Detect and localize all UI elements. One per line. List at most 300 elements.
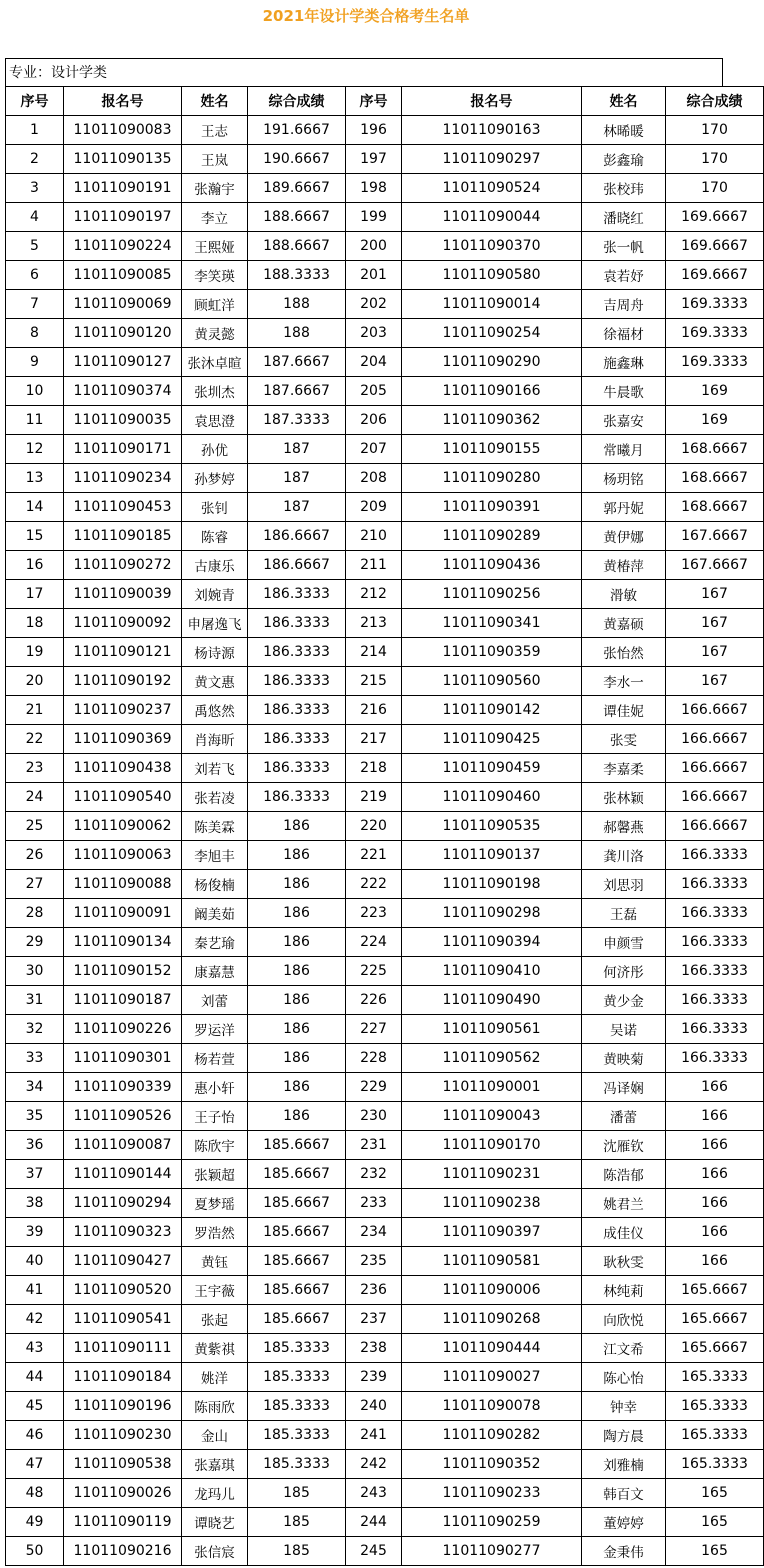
candidate-name-cell: 刘思羽 [582, 870, 666, 899]
candidate-name-cell: 潘蕾 [582, 1102, 666, 1131]
composite-score-cell: 166.6667 [666, 696, 764, 725]
composite-score-cell: 191.6667 [248, 116, 346, 145]
serial-number-cell: 202 [346, 290, 402, 319]
header-cell: 序号 [346, 87, 402, 116]
composite-score-cell: 165.6667 [666, 1305, 764, 1334]
serial-number-cell: 45 [6, 1392, 64, 1421]
composite-score-cell: 168.6667 [666, 493, 764, 522]
registration-number-cell: 11011090535 [402, 812, 582, 841]
serial-number-cell: 203 [346, 319, 402, 348]
registration-number-cell: 11011090323 [64, 1218, 182, 1247]
table-row [6, 580, 764, 609]
table-row [6, 1160, 764, 1189]
candidate-name-cell: 袁思澄 [182, 406, 248, 435]
serial-number-cell: 18 [6, 609, 64, 638]
registration-number-cell: 11011090297 [402, 145, 582, 174]
serial-number-cell: 38 [6, 1189, 64, 1218]
candidate-name-cell: 张钊 [182, 493, 248, 522]
header-cell: 姓名 [182, 87, 248, 116]
composite-score-cell: 185 [248, 1508, 346, 1537]
registration-number-cell: 11011090538 [64, 1450, 182, 1479]
registration-number-cell: 11011090581 [402, 1247, 582, 1276]
table-row [6, 232, 764, 261]
serial-number-cell: 5 [6, 232, 64, 261]
composite-score-cell: 187 [248, 493, 346, 522]
candidate-name-cell: 滑敏 [582, 580, 666, 609]
candidate-name-cell: 杨诗源 [182, 638, 248, 667]
composite-score-cell: 185.3333 [248, 1392, 346, 1421]
serial-number-cell: 48 [6, 1479, 64, 1508]
composite-score-cell: 166 [666, 1131, 764, 1160]
serial-number-cell: 208 [346, 464, 402, 493]
header-cell: 姓名 [582, 87, 666, 116]
serial-number-cell: 22 [6, 725, 64, 754]
registration-number-cell: 11011090184 [64, 1363, 182, 1392]
candidate-name-cell: 黄紫祺 [182, 1334, 248, 1363]
serial-number-cell: 216 [346, 696, 402, 725]
table-row [6, 957, 764, 986]
table-row [6, 1450, 764, 1479]
serial-number-cell: 49 [6, 1508, 64, 1537]
composite-score-cell: 166.3333 [666, 957, 764, 986]
candidate-name-cell: 吉周舟 [582, 290, 666, 319]
candidate-name-cell: 申屠逸飞 [182, 609, 248, 638]
serial-number-cell: 210 [346, 522, 402, 551]
composite-score-cell: 165.3333 [666, 1392, 764, 1421]
composite-score-cell: 188.3333 [248, 261, 346, 290]
serial-number-cell: 7 [6, 290, 64, 319]
candidate-name-cell: 申颜雪 [582, 928, 666, 957]
registration-number-cell: 11011090226 [64, 1015, 182, 1044]
serial-number-cell: 33 [6, 1044, 64, 1073]
header-cell: 报名号 [64, 87, 182, 116]
serial-number-cell: 44 [6, 1363, 64, 1392]
registration-number-cell: 11011090026 [64, 1479, 182, 1508]
composite-score-cell: 186.3333 [248, 783, 346, 812]
candidate-name-cell: 陈浩郁 [582, 1160, 666, 1189]
candidate-name-cell: 李旭丰 [182, 841, 248, 870]
composite-score-cell: 186.3333 [248, 580, 346, 609]
candidate-name-cell: 林纯莉 [582, 1276, 666, 1305]
composite-score-cell: 188.6667 [248, 232, 346, 261]
candidate-name-cell: 黄伊娜 [582, 522, 666, 551]
registration-number-cell: 11011090444 [402, 1334, 582, 1363]
registration-number-cell: 11011090427 [64, 1247, 182, 1276]
serial-number-cell: 217 [346, 725, 402, 754]
major-label: 专业：设计学类 [5, 58, 723, 86]
composite-score-cell: 165.3333 [666, 1450, 764, 1479]
candidate-name-cell: 龚川洛 [582, 841, 666, 870]
registration-number-cell: 11011090088 [64, 870, 182, 899]
serial-number-cell: 212 [346, 580, 402, 609]
candidate-name-cell: 施鑫琳 [582, 348, 666, 377]
registration-number-cell: 11011090453 [64, 493, 182, 522]
composite-score-cell: 170 [666, 116, 764, 145]
serial-number-cell: 23 [6, 754, 64, 783]
serial-number-cell: 4 [6, 203, 64, 232]
registration-number-cell: 11011090163 [402, 116, 582, 145]
composite-score-cell: 167.6667 [666, 522, 764, 551]
registration-number-cell: 11011090352 [402, 1450, 582, 1479]
candidate-name-cell: 吴诺 [582, 1015, 666, 1044]
table-row [6, 638, 764, 667]
serial-number-cell: 17 [6, 580, 64, 609]
serial-number-cell: 218 [346, 754, 402, 783]
table-row [6, 1189, 764, 1218]
table-row [6, 1102, 764, 1131]
composite-score-cell: 165.3333 [666, 1363, 764, 1392]
registration-number-cell: 11011090224 [64, 232, 182, 261]
registration-number-cell: 11011090035 [64, 406, 182, 435]
table-row [6, 1421, 764, 1450]
serial-number-cell: 10 [6, 377, 64, 406]
serial-number-cell: 31 [6, 986, 64, 1015]
serial-number-cell: 11 [6, 406, 64, 435]
registration-number-cell: 11011090580 [402, 261, 582, 290]
serial-number-cell: 243 [346, 1479, 402, 1508]
registration-number-cell: 11011090541 [64, 1305, 182, 1334]
table-body [6, 116, 764, 1566]
serial-number-cell: 234 [346, 1218, 402, 1247]
composite-score-cell: 187.6667 [248, 348, 346, 377]
candidate-name-cell: 何济彤 [582, 957, 666, 986]
serial-number-cell: 228 [346, 1044, 402, 1073]
candidate-name-cell: 罗运洋 [182, 1015, 248, 1044]
composite-score-cell: 186 [248, 899, 346, 928]
composite-score-cell: 166.6667 [666, 754, 764, 783]
registration-number-cell: 11011090135 [64, 145, 182, 174]
registration-number-cell: 11011090039 [64, 580, 182, 609]
serial-number-cell: 200 [346, 232, 402, 261]
registration-number-cell: 11011090560 [402, 667, 582, 696]
serial-number-cell: 214 [346, 638, 402, 667]
composite-score-cell: 166.3333 [666, 1044, 764, 1073]
registration-number-cell: 11011090231 [402, 1160, 582, 1189]
composite-score-cell: 186 [248, 841, 346, 870]
registration-number-cell: 11011090289 [402, 522, 582, 551]
candidate-name-cell: 黄钰 [182, 1247, 248, 1276]
registration-number-cell: 11011090561 [402, 1015, 582, 1044]
candidate-name-cell: 陈心怡 [582, 1363, 666, 1392]
registration-number-cell: 11011090339 [64, 1073, 182, 1102]
candidate-name-cell: 杨若萱 [182, 1044, 248, 1073]
registration-number-cell: 11011090520 [64, 1276, 182, 1305]
table-row [6, 1305, 764, 1334]
serial-number-cell: 35 [6, 1102, 64, 1131]
serial-number-cell: 220 [346, 812, 402, 841]
page-title: 2021年设计学类合格考生名单 [262, 7, 470, 25]
registration-number-cell: 11011090120 [64, 319, 182, 348]
composite-score-cell: 165.6667 [666, 1334, 764, 1363]
candidate-name-cell: 张瀚宇 [182, 174, 248, 203]
serial-number-cell: 28 [6, 899, 64, 928]
registration-number-cell: 11011090233 [402, 1479, 582, 1508]
serial-number-cell: 2 [6, 145, 64, 174]
candidate-name-cell: 冯译娴 [582, 1073, 666, 1102]
composite-score-cell: 165.6667 [666, 1276, 764, 1305]
registration-number-cell: 11011090301 [64, 1044, 182, 1073]
candidate-name-cell: 孙梦婷 [182, 464, 248, 493]
composite-score-cell: 166.3333 [666, 1015, 764, 1044]
candidate-name-cell: 陈美霖 [182, 812, 248, 841]
candidate-name-cell: 韩百文 [582, 1479, 666, 1508]
table-row [6, 1508, 764, 1537]
composite-score-cell: 186 [248, 870, 346, 899]
composite-score-cell: 188 [248, 319, 346, 348]
candidate-name-cell: 李立 [182, 203, 248, 232]
composite-score-cell: 169 [666, 406, 764, 435]
serial-number-cell: 227 [346, 1015, 402, 1044]
candidate-name-cell: 黄嘉硕 [582, 609, 666, 638]
registration-number-cell: 11011090540 [64, 783, 182, 812]
composite-score-cell: 185.6667 [248, 1305, 346, 1334]
registration-number-cell: 11011090155 [402, 435, 582, 464]
composite-score-cell: 166.3333 [666, 841, 764, 870]
candidate-name-cell: 徐福材 [582, 319, 666, 348]
serial-number-cell: 14 [6, 493, 64, 522]
composite-score-cell: 167 [666, 638, 764, 667]
candidate-name-cell: 罗浩然 [182, 1218, 248, 1247]
serial-number-cell: 47 [6, 1450, 64, 1479]
registration-number-cell: 11011090006 [402, 1276, 582, 1305]
serial-number-cell: 237 [346, 1305, 402, 1334]
composite-score-cell: 187 [248, 464, 346, 493]
candidate-name-cell: 张圳杰 [182, 377, 248, 406]
serial-number-cell: 26 [6, 841, 64, 870]
candidate-name-cell: 黄文惠 [182, 667, 248, 696]
table-row [6, 812, 764, 841]
candidate-name-cell: 张颖超 [182, 1160, 248, 1189]
serial-number-cell: 37 [6, 1160, 64, 1189]
serial-number-cell: 223 [346, 899, 402, 928]
candidate-name-cell: 张雯 [582, 725, 666, 754]
table-row [6, 899, 764, 928]
serial-number-cell: 39 [6, 1218, 64, 1247]
serial-number-cell: 204 [346, 348, 402, 377]
serial-number-cell: 238 [346, 1334, 402, 1363]
registration-number-cell: 11011090063 [64, 841, 182, 870]
table-row [6, 986, 764, 1015]
table-row [6, 1363, 764, 1392]
registration-number-cell: 11011090562 [402, 1044, 582, 1073]
registration-number-cell: 11011090062 [64, 812, 182, 841]
table-header-row [6, 87, 764, 116]
candidate-name-cell: 张沐卓暄 [182, 348, 248, 377]
serial-number-cell: 16 [6, 551, 64, 580]
registration-number-cell: 11011090526 [64, 1102, 182, 1131]
table-row [6, 464, 764, 493]
table-row [6, 783, 764, 812]
candidate-name-cell: 刘蕾 [182, 986, 248, 1015]
composite-score-cell: 185.6667 [248, 1131, 346, 1160]
registration-number-cell: 11011090001 [402, 1073, 582, 1102]
registration-number-cell: 11011090191 [64, 174, 182, 203]
composite-score-cell: 167 [666, 580, 764, 609]
serial-number-cell: 219 [346, 783, 402, 812]
registration-number-cell: 11011090459 [402, 754, 582, 783]
registration-number-cell: 11011090410 [402, 957, 582, 986]
registration-number-cell: 11011090192 [64, 667, 182, 696]
registration-number-cell: 11011090121 [64, 638, 182, 667]
composite-score-cell: 166 [666, 1160, 764, 1189]
candidate-name-cell: 张起 [182, 1305, 248, 1334]
candidate-name-cell: 张校玮 [582, 174, 666, 203]
registration-number-cell: 11011090127 [64, 348, 182, 377]
composite-score-cell: 169.6667 [666, 232, 764, 261]
candidate-name-cell: 耿秋雯 [582, 1247, 666, 1276]
candidate-name-cell: 杨俊楠 [182, 870, 248, 899]
registration-number-cell: 11011090087 [64, 1131, 182, 1160]
composite-score-cell: 186.3333 [248, 667, 346, 696]
composite-score-cell: 165.3333 [666, 1421, 764, 1450]
registration-number-cell: 11011090187 [64, 986, 182, 1015]
serial-number-cell: 27 [6, 870, 64, 899]
registration-number-cell: 11011090397 [402, 1218, 582, 1247]
candidate-name-cell: 李笑瑛 [182, 261, 248, 290]
candidate-name-cell: 江文希 [582, 1334, 666, 1363]
candidate-name-cell: 陈欣宇 [182, 1131, 248, 1160]
serial-number-cell: 229 [346, 1073, 402, 1102]
composite-score-cell: 166 [666, 1218, 764, 1247]
composite-score-cell: 167 [666, 667, 764, 696]
registration-number-cell: 11011090259 [402, 1508, 582, 1537]
serial-number-cell: 239 [346, 1363, 402, 1392]
composite-score-cell: 185.6667 [248, 1276, 346, 1305]
registration-number-cell: 11011090370 [402, 232, 582, 261]
serial-number-cell: 30 [6, 957, 64, 986]
composite-score-cell: 166.3333 [666, 928, 764, 957]
composite-score-cell: 166.6667 [666, 783, 764, 812]
candidate-name-cell: 张嘉安 [582, 406, 666, 435]
table-row [6, 870, 764, 899]
registration-number-cell: 11011090272 [64, 551, 182, 580]
registration-number-cell: 11011090298 [402, 899, 582, 928]
registration-number-cell: 11011090166 [402, 377, 582, 406]
serial-number-cell: 196 [346, 116, 402, 145]
registration-number-cell: 11011090280 [402, 464, 582, 493]
serial-number-cell: 244 [346, 1508, 402, 1537]
registration-number-cell: 11011090256 [402, 580, 582, 609]
composite-score-cell: 185.6667 [248, 1160, 346, 1189]
serial-number-cell: 233 [346, 1189, 402, 1218]
serial-number-cell: 213 [346, 609, 402, 638]
candidate-name-cell: 林晞暖 [582, 116, 666, 145]
serial-number-cell: 236 [346, 1276, 402, 1305]
candidate-name-cell: 常曦月 [582, 435, 666, 464]
table-row [6, 348, 764, 377]
composite-score-cell: 166.6667 [666, 812, 764, 841]
composite-score-cell: 189.6667 [248, 174, 346, 203]
candidate-name-cell: 姚洋 [182, 1363, 248, 1392]
candidate-name-cell: 沈雁钦 [582, 1131, 666, 1160]
table-row [6, 1218, 764, 1247]
table-row [6, 145, 764, 174]
registration-number-cell: 11011090230 [64, 1421, 182, 1450]
candidate-name-cell: 李水一 [582, 667, 666, 696]
composite-score-cell: 169.3333 [666, 290, 764, 319]
registration-number-cell: 11011090142 [402, 696, 582, 725]
candidate-name-cell: 刘雅楠 [582, 1450, 666, 1479]
header-cell: 序号 [6, 87, 64, 116]
serial-number-cell: 224 [346, 928, 402, 957]
table-row [6, 290, 764, 319]
registration-number-cell: 11011090234 [64, 464, 182, 493]
registration-number-cell: 11011090091 [64, 899, 182, 928]
registration-number-cell: 11011090524 [402, 174, 582, 203]
candidate-name-cell: 金秉伟 [582, 1537, 666, 1566]
registration-number-cell: 11011090069 [64, 290, 182, 319]
serial-number-cell: 13 [6, 464, 64, 493]
registration-number-cell: 11011090185 [64, 522, 182, 551]
composite-score-cell: 168.6667 [666, 435, 764, 464]
registration-number-cell: 11011090171 [64, 435, 182, 464]
composite-score-cell: 166.3333 [666, 899, 764, 928]
candidate-name-cell: 张一帆 [582, 232, 666, 261]
registration-number-cell: 11011090359 [402, 638, 582, 667]
registration-number-cell: 11011090134 [64, 928, 182, 957]
candidate-name-cell: 肖海昕 [182, 725, 248, 754]
candidate-name-cell: 彭鑫瑜 [582, 145, 666, 174]
composite-score-cell: 185 [248, 1537, 346, 1566]
composite-score-cell: 185.3333 [248, 1421, 346, 1450]
candidate-name-cell: 刘婉青 [182, 580, 248, 609]
serial-number-cell: 8 [6, 319, 64, 348]
table-row [6, 928, 764, 957]
table-row [6, 696, 764, 725]
serial-number-cell: 20 [6, 667, 64, 696]
composite-score-cell: 167.6667 [666, 551, 764, 580]
serial-number-cell: 221 [346, 841, 402, 870]
composite-score-cell: 187.3333 [248, 406, 346, 435]
table-row [6, 493, 764, 522]
composite-score-cell: 167 [666, 609, 764, 638]
composite-score-cell: 166 [666, 1247, 764, 1276]
registration-number-cell: 11011090083 [64, 116, 182, 145]
serial-number-cell: 50 [6, 1537, 64, 1566]
serial-number-cell: 36 [6, 1131, 64, 1160]
serial-number-cell: 215 [346, 667, 402, 696]
composite-score-cell: 185 [248, 1479, 346, 1508]
composite-score-cell: 165 [666, 1508, 764, 1537]
table-row [6, 725, 764, 754]
serial-number-cell: 235 [346, 1247, 402, 1276]
registration-number-cell: 11011090152 [64, 957, 182, 986]
composite-score-cell: 188 [248, 290, 346, 319]
candidate-name-cell: 禹悠然 [182, 696, 248, 725]
composite-score-cell: 185.6667 [248, 1189, 346, 1218]
table-row [6, 1131, 764, 1160]
table-row [6, 1334, 764, 1363]
table-row [6, 1276, 764, 1305]
candidate-name-cell: 杨玥铭 [582, 464, 666, 493]
table-row [6, 1479, 764, 1508]
header-cell: 综合成绩 [666, 87, 764, 116]
candidate-name-cell: 黄灵懿 [182, 319, 248, 348]
table-row [6, 1537, 764, 1566]
serial-number-cell: 206 [346, 406, 402, 435]
registration-number-cell: 11011090394 [402, 928, 582, 957]
composite-score-cell: 186 [248, 812, 346, 841]
composite-score-cell: 166.3333 [666, 986, 764, 1015]
composite-score-cell: 185.3333 [248, 1363, 346, 1392]
candidate-name-cell: 陈雨欣 [182, 1392, 248, 1421]
composite-score-cell: 186 [248, 957, 346, 986]
composite-score-cell: 169.6667 [666, 203, 764, 232]
serial-number-cell: 15 [6, 522, 64, 551]
candidate-name-cell: 孙优 [182, 435, 248, 464]
table-row [6, 1073, 764, 1102]
registration-number-cell: 11011090238 [402, 1189, 582, 1218]
